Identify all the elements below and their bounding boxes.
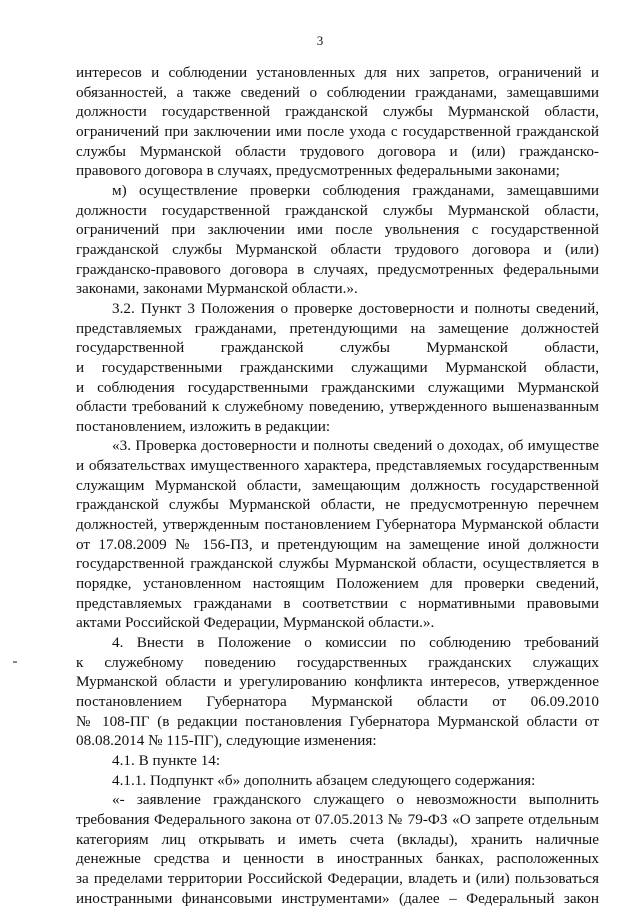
text-line: государственной гражданской службы Мурманской области, осуществляется в bbox=[76, 555, 599, 573]
text-line: «- заявление гражданского служащего о невозможности выполнить bbox=[112, 791, 599, 809]
text-line: за пределами территории Российской Федерации, владеть и (или) пользоваться bbox=[76, 869, 599, 887]
text-line: 4.1.1. Подпункт «б» дополнить абзацем следующего содержания: bbox=[112, 771, 536, 789]
text-line: 08.08.2014 № 115-ПГ), следующие изменения: bbox=[76, 732, 377, 750]
text-line: обязанностей, а также сведений о соблюдении гражданами, замещавшими bbox=[76, 83, 599, 101]
text-line: представляемых гражданами, претендующими на замещение должностей bbox=[76, 319, 599, 337]
text-line: области требований к служебному поведению, утвержденного вышеназванным bbox=[76, 398, 599, 416]
text-line: должности государственной гражданской службы Мурманской области, bbox=[76, 103, 599, 121]
margin-mark bbox=[13, 661, 17, 663]
text-line: Мурманской области и урегулированию конфликта интересов, утвержденное bbox=[76, 673, 599, 691]
text-line: правового договора в случаях, предусмотренных федеральными законами; bbox=[76, 162, 560, 180]
text-line: интересов и соблюдении установленных для них запретов, ограничений и bbox=[76, 64, 599, 81]
text-line: постановлением, изложить в редакции: bbox=[76, 417, 331, 435]
text-line: постановлением Губернатора Мурманской области от 06.09.2010 bbox=[76, 693, 599, 710]
text-line: законами, законами Мурманской области.». bbox=[76, 280, 358, 298]
text-line: 4. Внести в Положение о комиссии по соблюдению требований bbox=[112, 634, 599, 652]
text-line: ограничений при заключении ими после увольнения с государственной bbox=[76, 221, 599, 239]
text-line: от 17.08.2009 № 156-ПЗ, и претендующим на замещение иной должности bbox=[76, 535, 599, 553]
text-line: 3.2. Пункт 3 Положения о проверке достоверности и полноты сведений, bbox=[112, 299, 599, 317]
text-line: денежные средства и ценности в иностранных банках, расположенных bbox=[76, 850, 599, 868]
text-line: ограничений при заключении ими после ухода с государственной гражданской bbox=[76, 122, 599, 140]
text-line: 4.1. В пункте 14: bbox=[112, 751, 221, 769]
text-line: должностей, утвержденным постановлением Губернатора Мурманской области bbox=[76, 516, 599, 534]
text-line: к служебному поведению государственных гражданских служащих bbox=[76, 653, 599, 671]
text-line: «3. Проверка достоверности и полноты сведений о доходах, об имуществе bbox=[112, 437, 599, 455]
text-line: службы Мурманской области трудового договора и (или) гражданско- bbox=[76, 142, 599, 160]
text-line: требования Федерального закона от 07.05.2013 № 79-ФЗ «О запрете отдельным bbox=[76, 810, 599, 828]
text-line: актами Российской Федерации, Мурманской области.». bbox=[76, 614, 435, 632]
text-line: м) осуществление проверки соблюдения гражданами, замещавшими bbox=[112, 181, 599, 199]
text-line: № 108-ПГ (в редакции постановления Губернатора Мурманской области от bbox=[76, 712, 599, 730]
text-line: представляемых гражданами в соответствии с нормативными правовыми bbox=[76, 594, 599, 612]
text-line: должности государственной гражданской службы Мурманской области, bbox=[76, 201, 599, 219]
text-line: и обязательствах имущественного характера, представляемых государственным bbox=[76, 457, 599, 475]
text-line: и государственными гражданскими служащими Мурманской области, bbox=[76, 358, 599, 376]
text-line: гражданско-правового договора в случаях, предусмотренных федеральными bbox=[76, 260, 599, 278]
text-line: иностранными финансовыми инструментами» (далее – Федеральный закон bbox=[76, 889, 599, 907]
body-text bbox=[76, 63, 599, 908]
text-line: гражданской службы Мурманской области трудового договора и (или) bbox=[76, 240, 599, 258]
text-line: категориям лиц открывать и иметь счета (вклады), хранить наличные bbox=[76, 830, 599, 848]
text-line: и соблюдения государственными гражданскими служащими Мурманской bbox=[76, 378, 599, 396]
page-number: 3 bbox=[316, 33, 324, 48]
text-line: служащим Мурманской области, замещающим должность государственной bbox=[76, 476, 599, 494]
text-line: гражданской службы Мурманской области, не предусмотренную перечнем bbox=[76, 496, 599, 514]
text-line: государственной гражданской службы Мурманской области, bbox=[76, 339, 599, 357]
text-line: порядке, установленном настоящим Положением для проверки сведений, bbox=[76, 575, 599, 593]
